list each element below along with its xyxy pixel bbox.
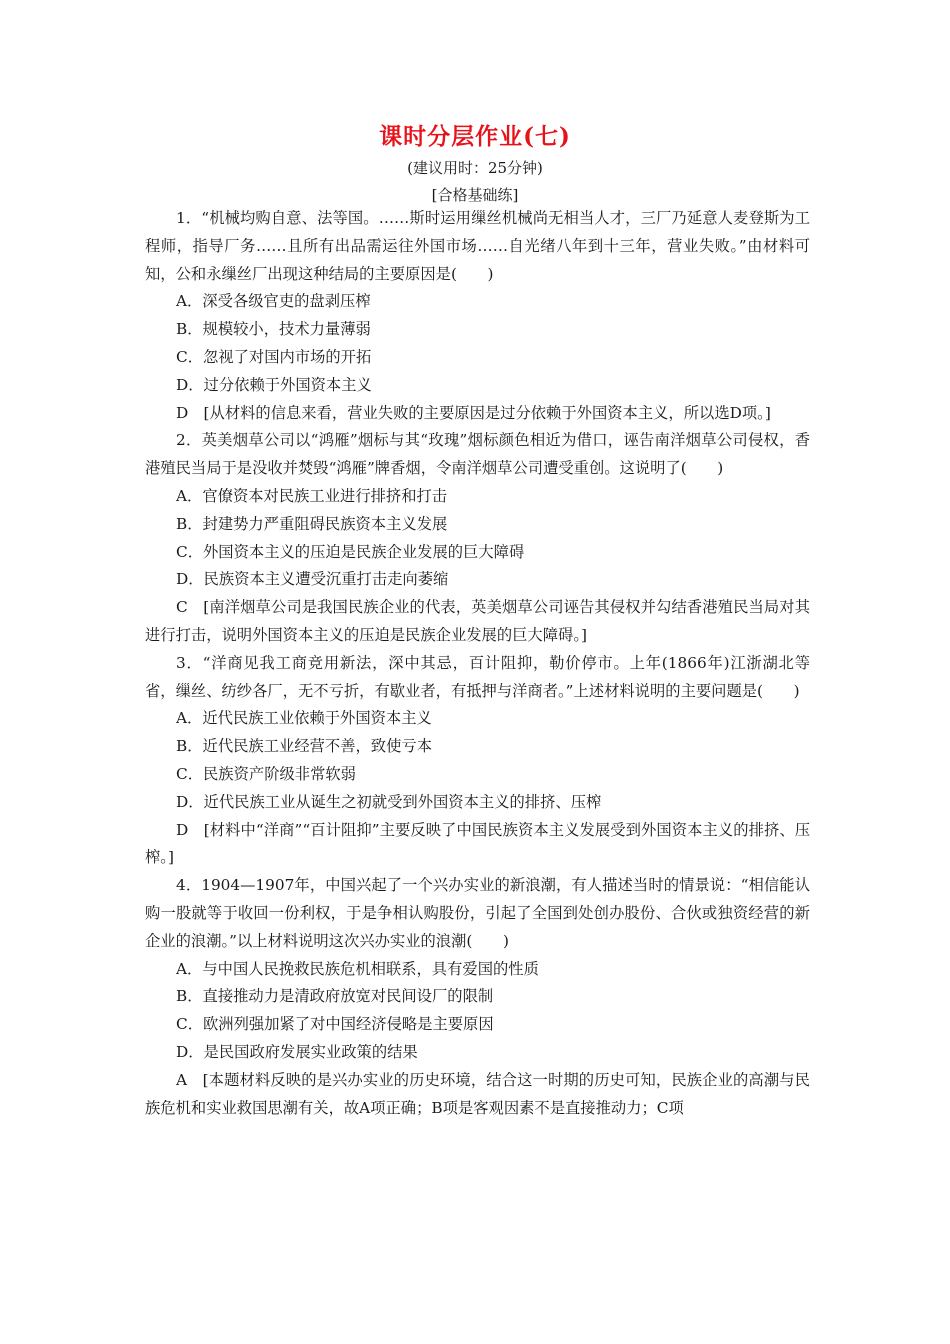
option-b: B．封建势力严重阻碍民族资本主义发展 bbox=[176, 514, 448, 533]
question-stem: 4．1904—1907年，中国兴起了一个兴办实业的新浪潮，有人描述当时的情景说：“相信能认购一股就等于收回一份利权，于是争相认购股份，引起了全国到处创办股份、合伙或独资经营的新企业的浪潮。”以上材料说明这次兴办实业的浪潮( ) bbox=[145, 876, 810, 950]
option-c: C．外国资本主义的压迫是民族企业发展的巨大障碍 bbox=[176, 542, 525, 561]
option-a: A．深受各级官吏的盘剥压榨 bbox=[176, 292, 371, 311]
question-list bbox=[145, 205, 810, 1122]
option-c: C．民族资产阶级非常软弱 bbox=[176, 764, 356, 783]
question-stem: 3．“洋商见我工商竞用新法，深中其忌，百计阻抑，勒价停市。上年(1866年)江浙湖北等省，缫丝、纺纱各厂，无不亏折，有歇业者，有抵押与洋商者。”上述材料说明的主要问题是( ) bbox=[145, 653, 810, 700]
question-3 bbox=[145, 650, 810, 872]
option-b: B．规模较小，技术力量薄弱 bbox=[176, 320, 371, 339]
option-c: C．欧洲列强加紧了对中国经济侵略是主要原因 bbox=[176, 1015, 494, 1034]
option-a: A．近代民族工业依赖于外国资本主义 bbox=[176, 709, 432, 728]
option-a: A．与中国人民挽救民族危机相联系，具有爱国的性质 bbox=[176, 959, 539, 978]
option-a: A．官僚资本对民族工业进行排挤和打击 bbox=[176, 486, 448, 505]
answer-explanation: D [从材料的信息来看，营业失败的主要原因是过分依赖于外国资本主义，所以选D项。] bbox=[176, 403, 771, 422]
question-4 bbox=[145, 872, 810, 1122]
time-suggestion: (建议用时：25分钟) bbox=[407, 159, 543, 177]
answer-explanation: C [南洋烟草公司是我国民族企业的代表，英美烟草公司诬告其侵权并勾结香港殖民当局对其进行打击，说明外国资本主义的压迫是民族企业发展的巨大障碍。] bbox=[145, 598, 810, 644]
question-stem: 2．英美烟草公司以“鸿雁”烟标与其“玫瑰”烟标颜色相近为借口，诬告南洋烟草公司侵权，香港殖民当局于是没收并焚毁“鸿雁”牌香烟，令南洋烟草公司遭受重创。这说明了( ) bbox=[145, 431, 810, 478]
option-d: D．民族资本主义遭受沉重打击走向萎缩 bbox=[176, 570, 449, 589]
option-d: D．是民国政府发展实业政策的结果 bbox=[176, 1042, 418, 1061]
option-d: D．近代民族工业从诞生之初就受到外国资本主义的排挤、压榨 bbox=[176, 792, 602, 811]
option-c: C．忽视了对国内市场的开拓 bbox=[176, 347, 372, 366]
page-title: 课时分层作业(七) bbox=[379, 123, 571, 150]
section-heading: [合格基础练] bbox=[431, 186, 519, 204]
question-1 bbox=[145, 205, 810, 427]
question-2 bbox=[145, 427, 810, 649]
answer-explanation: A [本题材料反映的是兴办实业的历史环境，结合这一时期的历史可知，民族企业的高潮与民族危机和实业救国思潮有关，故A项正确；B项是客观因素不是直接推动力；C项 bbox=[145, 1070, 810, 1117]
answer-explanation: D [材料中“洋商”“百计阻抑”主要反映了中国民族资本主义发展受到外国资本主义的排挤、压榨。] bbox=[145, 820, 810, 867]
option-d: D．过分依赖于外国资本主义 bbox=[176, 375, 372, 394]
question-stem: 1．“机械均购自意、法等国。……斯时运用缫丝机械尚无相当人才，三厂乃延意人麦登斯为工程师，指导厂务……且所有出品需运往外国市场……自光绪八年到十三年，营业失败。”由材料可知，公和永缫丝厂出现这种结局的主要原因是( ) bbox=[145, 209, 810, 283]
option-b: B．近代民族工业经营不善，致使亏本 bbox=[176, 737, 432, 756]
option-b: B．直接推动力是清政府放宽对民间设厂的限制 bbox=[176, 987, 494, 1006]
